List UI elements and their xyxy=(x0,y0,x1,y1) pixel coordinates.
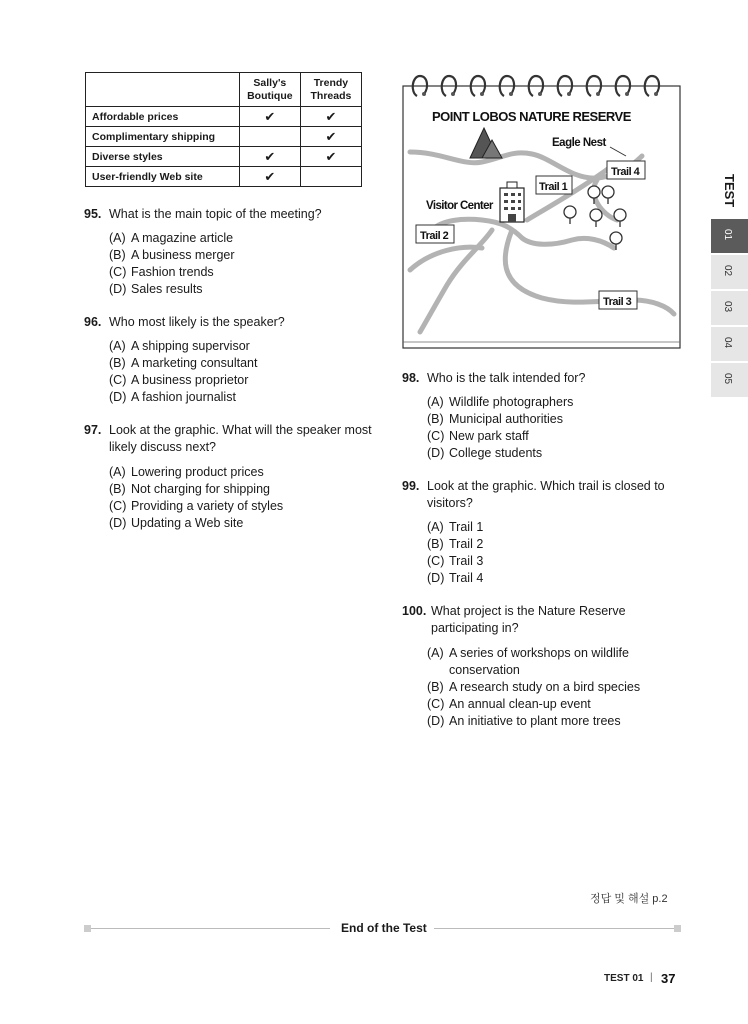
option-letter: (C) xyxy=(109,373,127,387)
side-tab-label: 03 xyxy=(722,301,733,313)
table-row xyxy=(86,127,362,147)
option-text: A business merger xyxy=(131,248,235,262)
option-letter: (A) xyxy=(427,395,444,409)
option-letter: (B) xyxy=(427,412,444,426)
option[interactable] xyxy=(109,281,235,298)
option-letter: (D) xyxy=(427,446,445,460)
option-letter: (C) xyxy=(109,265,127,279)
side-tab-label: 01 xyxy=(722,229,733,241)
footer-line-dot-right xyxy=(674,925,681,932)
option-letter: (A) xyxy=(109,339,126,353)
question-98 xyxy=(402,370,692,387)
row-label: Affordable prices xyxy=(86,107,240,127)
end-of-test-label: End of the Test xyxy=(341,921,427,935)
option-letter: (D) xyxy=(109,282,127,296)
option[interactable] xyxy=(427,445,573,462)
footer-line-dot-left xyxy=(84,925,91,932)
nature-reserve-map xyxy=(402,70,682,350)
option[interactable] xyxy=(427,519,483,536)
header-trendy-line1: Trendy xyxy=(313,76,349,89)
side-tab-test xyxy=(711,160,748,218)
table-row xyxy=(86,147,362,167)
row-label: Complimentary shipping xyxy=(86,127,240,147)
option-letter: (C) xyxy=(109,499,127,513)
question-text: What is the main topic of the meeting? xyxy=(109,207,322,221)
question-number: 99. xyxy=(402,479,420,493)
question-95 xyxy=(84,206,374,223)
check-icon: ✔ xyxy=(239,147,300,167)
option-text: A research study on a bird species xyxy=(449,680,641,694)
map-title: POINT LOBOS NATURE RESERVE xyxy=(432,109,631,124)
option-letter: (D) xyxy=(427,571,445,585)
option-text: Trail 1 xyxy=(449,520,484,534)
side-tab-02[interactable] xyxy=(711,255,748,291)
option-text: A marketing consultant xyxy=(131,356,258,370)
option-letter: (D) xyxy=(109,390,127,404)
option-letter: (C) xyxy=(427,554,445,568)
question-text: Who is the talk intended for? xyxy=(427,371,586,385)
trail3-label: Trail 3 xyxy=(603,296,632,308)
option[interactable] xyxy=(109,355,257,372)
footer-line-right xyxy=(434,928,674,929)
footer-separator: | xyxy=(650,972,653,983)
option-text: Wildlife photographers xyxy=(449,395,574,409)
option-text: Trail 3 xyxy=(449,554,484,568)
option-text: A fashion journalist xyxy=(131,390,236,404)
question-text: Look at the graphic. What will the speaker most likely discuss next? xyxy=(109,423,372,454)
option-text: Sales results xyxy=(131,282,203,296)
eagle-nest-label: Eagle Nest xyxy=(552,137,606,149)
option[interactable] xyxy=(427,570,483,587)
option-text: Trail 2 xyxy=(449,537,484,551)
question-100 xyxy=(402,603,692,635)
trail4-label: Trail 4 xyxy=(611,166,640,178)
option[interactable] xyxy=(427,645,677,679)
option[interactable] xyxy=(109,481,283,498)
options-95 xyxy=(109,230,235,298)
question-97 xyxy=(84,422,374,454)
table-row xyxy=(86,167,362,187)
side-tab-test-label: TEST xyxy=(722,174,737,208)
option-text: College students xyxy=(449,446,543,460)
question-text: What project is the Nature Reserve participating in? xyxy=(431,604,626,635)
option-text: A business proprietor xyxy=(131,373,249,387)
header-sallys-line1: Sally's xyxy=(253,76,287,89)
empty-cell xyxy=(300,167,361,187)
option-letter: (C) xyxy=(427,429,445,443)
option[interactable] xyxy=(109,389,257,406)
question-number: 98. xyxy=(402,371,420,385)
option[interactable] xyxy=(427,696,677,713)
option-letter: (B) xyxy=(427,537,444,551)
option-text: Lowering product prices xyxy=(131,465,264,479)
footer-test-label: TEST 01 xyxy=(604,973,644,984)
options-97 xyxy=(109,464,283,532)
option-text: Not charging for shipping xyxy=(131,482,270,496)
question-number: 95. xyxy=(84,207,102,221)
option-text: An annual clean-up event xyxy=(449,697,591,711)
option-letter: (A) xyxy=(427,520,444,534)
option-letter: (A) xyxy=(109,465,126,479)
side-tab-05[interactable] xyxy=(711,363,748,399)
option[interactable] xyxy=(109,515,283,532)
header-sallys-line2: Boutique xyxy=(247,89,293,102)
option[interactable] xyxy=(109,264,235,281)
question-text: Look at the graphic. Which trail is closed to visitors? xyxy=(427,479,665,510)
side-tab-label: 02 xyxy=(722,265,733,277)
trail1-label: Trail 1 xyxy=(539,181,568,193)
option[interactable] xyxy=(427,428,573,445)
option[interactable] xyxy=(109,372,257,389)
option-text: A magazine article xyxy=(131,231,234,245)
building-icon xyxy=(500,182,524,222)
option-letter: (B) xyxy=(427,680,444,694)
options-98 xyxy=(427,394,573,462)
option-letter: (A) xyxy=(109,231,126,245)
table-header-row xyxy=(86,73,362,107)
option-letter: (C) xyxy=(427,697,445,711)
option-text: A series of workshops on wildlife conservation xyxy=(449,646,629,677)
table-header-sallys xyxy=(239,73,300,107)
option-text: Providing a variety of styles xyxy=(131,499,284,513)
option[interactable] xyxy=(109,464,283,481)
check-icon: ✔ xyxy=(300,107,361,127)
table-row xyxy=(86,107,362,127)
option[interactable] xyxy=(109,498,283,515)
options-96 xyxy=(109,338,257,406)
option-letter: (B) xyxy=(109,482,126,496)
question-number: 100. xyxy=(402,604,427,618)
side-tab-label: 05 xyxy=(722,373,733,385)
side-tab-03[interactable] xyxy=(711,291,748,327)
option-text: Fashion trends xyxy=(131,265,214,279)
question-text: Who most likely is the speaker? xyxy=(109,315,285,329)
row-label: Diverse styles xyxy=(86,147,240,167)
check-icon: ✔ xyxy=(300,147,361,167)
option-text: Updating a Web site xyxy=(131,516,244,530)
side-tab-04[interactable] xyxy=(711,327,748,363)
option[interactable] xyxy=(109,247,235,264)
option[interactable] xyxy=(427,536,483,553)
question-number: 96. xyxy=(84,315,102,329)
answer-reference: 정답 및 해설 p.2 xyxy=(590,893,668,905)
option[interactable] xyxy=(427,713,677,730)
page-number: 37 xyxy=(661,971,676,986)
option-text: New park staff xyxy=(449,429,529,443)
option[interactable] xyxy=(427,679,677,696)
question-96 xyxy=(84,314,374,331)
check-icon: ✔ xyxy=(239,167,300,187)
option-text: A shipping supervisor xyxy=(131,339,250,353)
option[interactable] xyxy=(427,394,573,411)
side-tab-label: 04 xyxy=(722,337,733,349)
options-99 xyxy=(427,519,483,587)
option[interactable] xyxy=(109,230,235,247)
option-letter: (B) xyxy=(109,356,126,370)
option-letter: (A) xyxy=(427,646,444,660)
option[interactable] xyxy=(427,553,483,570)
empty-cell xyxy=(239,127,300,147)
option-letter: (D) xyxy=(427,714,445,728)
header-trendy-line2: Threads xyxy=(310,89,352,102)
comparison-table xyxy=(85,72,362,187)
option-text: Municipal authorities xyxy=(449,412,563,426)
footer-line-left xyxy=(91,928,330,929)
check-icon: ✔ xyxy=(300,127,361,147)
option-text: An initiative to plant more trees xyxy=(449,714,621,728)
check-icon: ✔ xyxy=(239,107,300,127)
option[interactable] xyxy=(109,338,257,355)
trail2-label: Trail 2 xyxy=(420,230,449,242)
question-number: 97. xyxy=(84,423,102,437)
options-100 xyxy=(427,645,677,730)
option[interactable] xyxy=(427,411,573,428)
table-header-empty xyxy=(86,73,240,107)
option-letter: (D) xyxy=(109,516,127,530)
option-text: Trail 4 xyxy=(449,571,484,585)
option-letter: (B) xyxy=(109,248,126,262)
question-99 xyxy=(402,478,692,510)
row-label: User-friendly Web site xyxy=(86,167,240,187)
visitor-center-label: Visitor Center xyxy=(426,200,493,212)
side-tab-01[interactable] xyxy=(711,219,748,255)
table-header-trendy xyxy=(300,73,361,107)
